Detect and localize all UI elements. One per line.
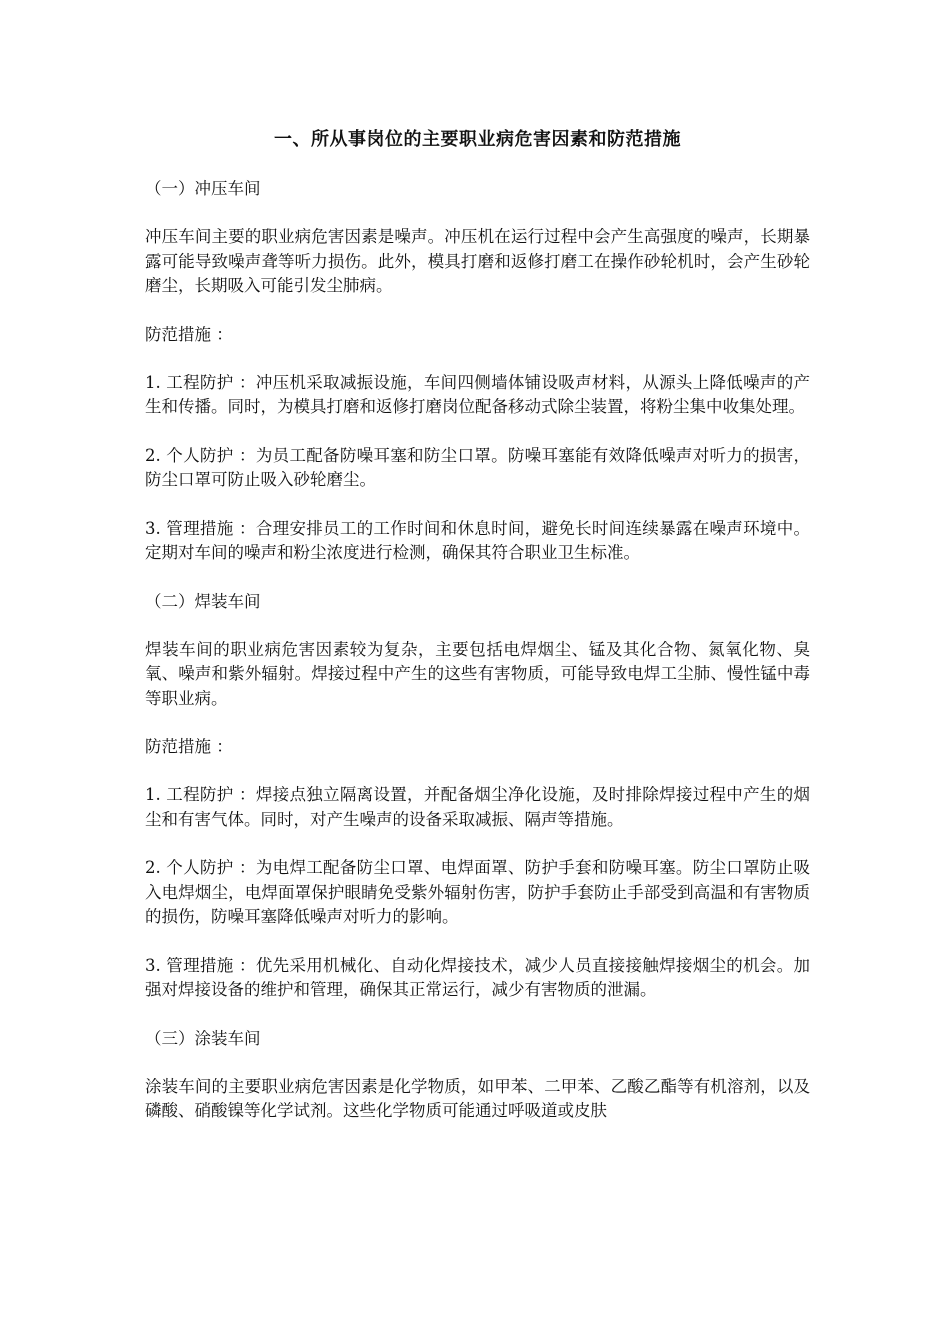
document-title: 一、所从事岗位的主要职业病危害因素和防范措施 bbox=[274, 129, 681, 150]
measure-personal-stamping: 2. 个人防护 ：为员工配备防噪耳塞和防尘口罩。防噪耳塞能有效降低噪声对听力的损害，防尘口罩可防止吸入砂轮磨尘。 bbox=[145, 445, 810, 489]
section-heading-painting: （三）涂装车间 bbox=[145, 1028, 261, 1048]
document-page bbox=[145, 127, 810, 1148]
measure-engineering-stamping: 1. 工程防护 ：冲压机采取减振设施，车间四侧墙体铺设吸声材料，从源头上降低噪声的产生和传播。同时，为模具打磨和返修打磨岗位配备移动式除尘装置，将粉尘集中收集处理。 bbox=[145, 372, 810, 416]
section-heading-welding: （二）焊装车间 bbox=[145, 591, 261, 611]
measure-management-welding: 3. 管理措施 ：优先采用机械化、自动化焊接技术，减少人员直接接触焊接烟尘的机会。加强对焊接设备的维护和管理，确保其正常运行，减少有害物质的泄漏。 bbox=[145, 955, 810, 999]
section-heading-stamping: （一）冲压车间 bbox=[145, 179, 261, 198]
measure-personal-welding: 2. 个人防护 ：为电焊工配备防尘口罩、电焊面罩、防护手套和防噪耳塞。防尘口罩防止吸入电焊烟尘，电焊面罩保护眼睛免受紫外辐射伤害，防护手套防止手部受到高温和有害物质的损伤，防噪耳塞降低噪声对听力的影响。 bbox=[145, 858, 810, 926]
section-intro-painting: 涂装车间的主要职业病危害因素是化学物质，如甲苯、二甲苯、乙酸乙酯等有机溶剂，以及磷酸、硝酸镍等化学试剂。这些化学物质可能通过呼吸道或皮肤 bbox=[145, 1076, 810, 1120]
measure-engineering-welding: 1. 工程防护 ：焊接点独立隔离设置，并配备烟尘净化设施，及时排除焊接过程中产生的烟尘和有害气体。同时，对产生噪声的设备采取减振、隔声等措施。 bbox=[145, 785, 810, 829]
measures-label-stamping: 防范措施 ： bbox=[145, 324, 233, 344]
section-intro-welding: 焊装车间的职业病危害因素较为复杂，主要包括电焊烟尘、锰及其化合物、氮氧化物、臭氧、噪声和紫外辐射。焊接过程中产生的这些有害物质，可能导致电焊工尘肺、慢性锰中毒等职业病。 bbox=[145, 639, 810, 708]
measure-management-stamping: 3. 管理措施 ：合理安排员工的工作时间和休息时间，避免长时间连续暴露在噪声环境中。定期对车间的噪声和粉尘浓度进行检测，确保其符合职业卫生标准。 bbox=[145, 518, 810, 562]
section-intro-stamping: 冲压车间主要的职业病危害因素是噪声。冲压机在运行过程中会产生高强度的噪声，长期暴露可能导致噪声聋等听力损伤。此外，模具打磨和返修打磨工在操作砂轮机时，会产生砂轮磨尘，长期吸入可能引发尘肺病。 bbox=[145, 227, 810, 295]
measures-label-welding: 防范措施 ： bbox=[145, 737, 233, 756]
